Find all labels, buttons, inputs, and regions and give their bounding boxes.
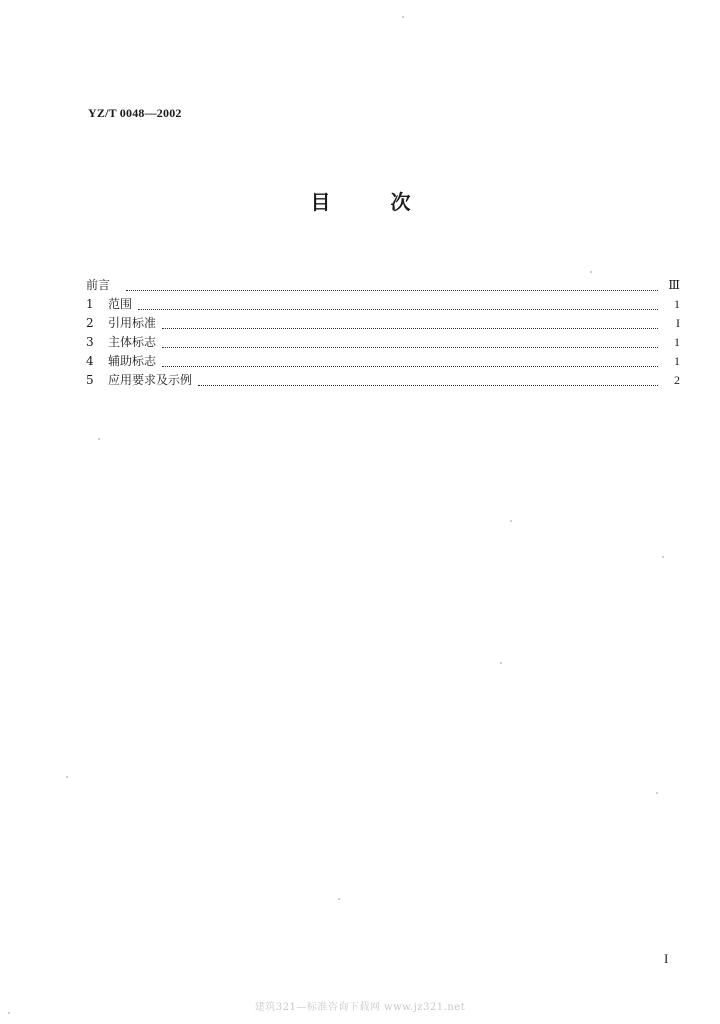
page-number: I [664, 951, 669, 966]
toc-dot-leader [162, 328, 658, 329]
scan-speck [402, 16, 404, 18]
toc-dot-leader [162, 347, 658, 348]
scan-speck [656, 792, 658, 794]
toc-entry-page: 1 [674, 297, 680, 311]
toc-entry-page: 1 [674, 354, 680, 368]
toc-entry-label: 范围 [108, 297, 133, 311]
toc-entry-scope[interactable] [86, 295, 680, 314]
toc-entry-label: 辅助标志 [108, 354, 157, 368]
toc-title [0, 186, 720, 215]
toc-entry-number: 2 [86, 316, 94, 330]
toc-entry-number: 5 [86, 373, 94, 387]
toc-entry-page: I [676, 316, 680, 330]
toc-dot-leader [198, 385, 658, 386]
document-code: YZ/T 0048—2002 [88, 106, 182, 120]
toc-dot-leader [138, 309, 658, 310]
scan-speck [98, 438, 100, 440]
toc-entry-page: Ⅲ [668, 278, 680, 292]
toc-entry-number: 3 [86, 335, 94, 349]
scan-speck [338, 898, 340, 900]
scan-speck [500, 662, 502, 664]
toc-entry-foreword[interactable] [86, 276, 680, 295]
watermark-text: 建筑321—标准咨询下载网 www.jz321.net [254, 1002, 466, 1013]
toc-entry-normative-references[interactable] [86, 314, 680, 333]
toc-entry-page: 2 [674, 373, 680, 387]
toc-entry-page: 1 [674, 335, 680, 349]
toc-dot-leader [126, 290, 658, 291]
scan-speck [590, 271, 592, 273]
toc-title-char-2: 次 [390, 190, 411, 214]
scan-speck [662, 556, 664, 558]
scan-speck [8, 1012, 10, 1014]
toc-entry-label: 应用要求及示例 [108, 373, 193, 387]
toc-entry-main-signs[interactable] [86, 333, 680, 352]
toc-entry-number: 4 [86, 354, 94, 368]
table-of-contents [86, 276, 680, 390]
toc-entry-auxiliary-signs[interactable] [86, 352, 680, 371]
scan-speck [66, 776, 68, 778]
scan-speck [510, 520, 512, 522]
toc-entry-number: 1 [86, 297, 94, 311]
toc-title-char-1: 目 [310, 190, 331, 214]
toc-dot-leader [162, 366, 658, 367]
toc-entry-label: 引用标准 [108, 316, 157, 330]
toc-title-spacer [331, 186, 390, 215]
toc-entry-label: 前言 [86, 278, 111, 292]
toc-entry-application-requirements[interactable] [86, 371, 680, 390]
toc-entry-label: 主体标志 [108, 335, 157, 349]
